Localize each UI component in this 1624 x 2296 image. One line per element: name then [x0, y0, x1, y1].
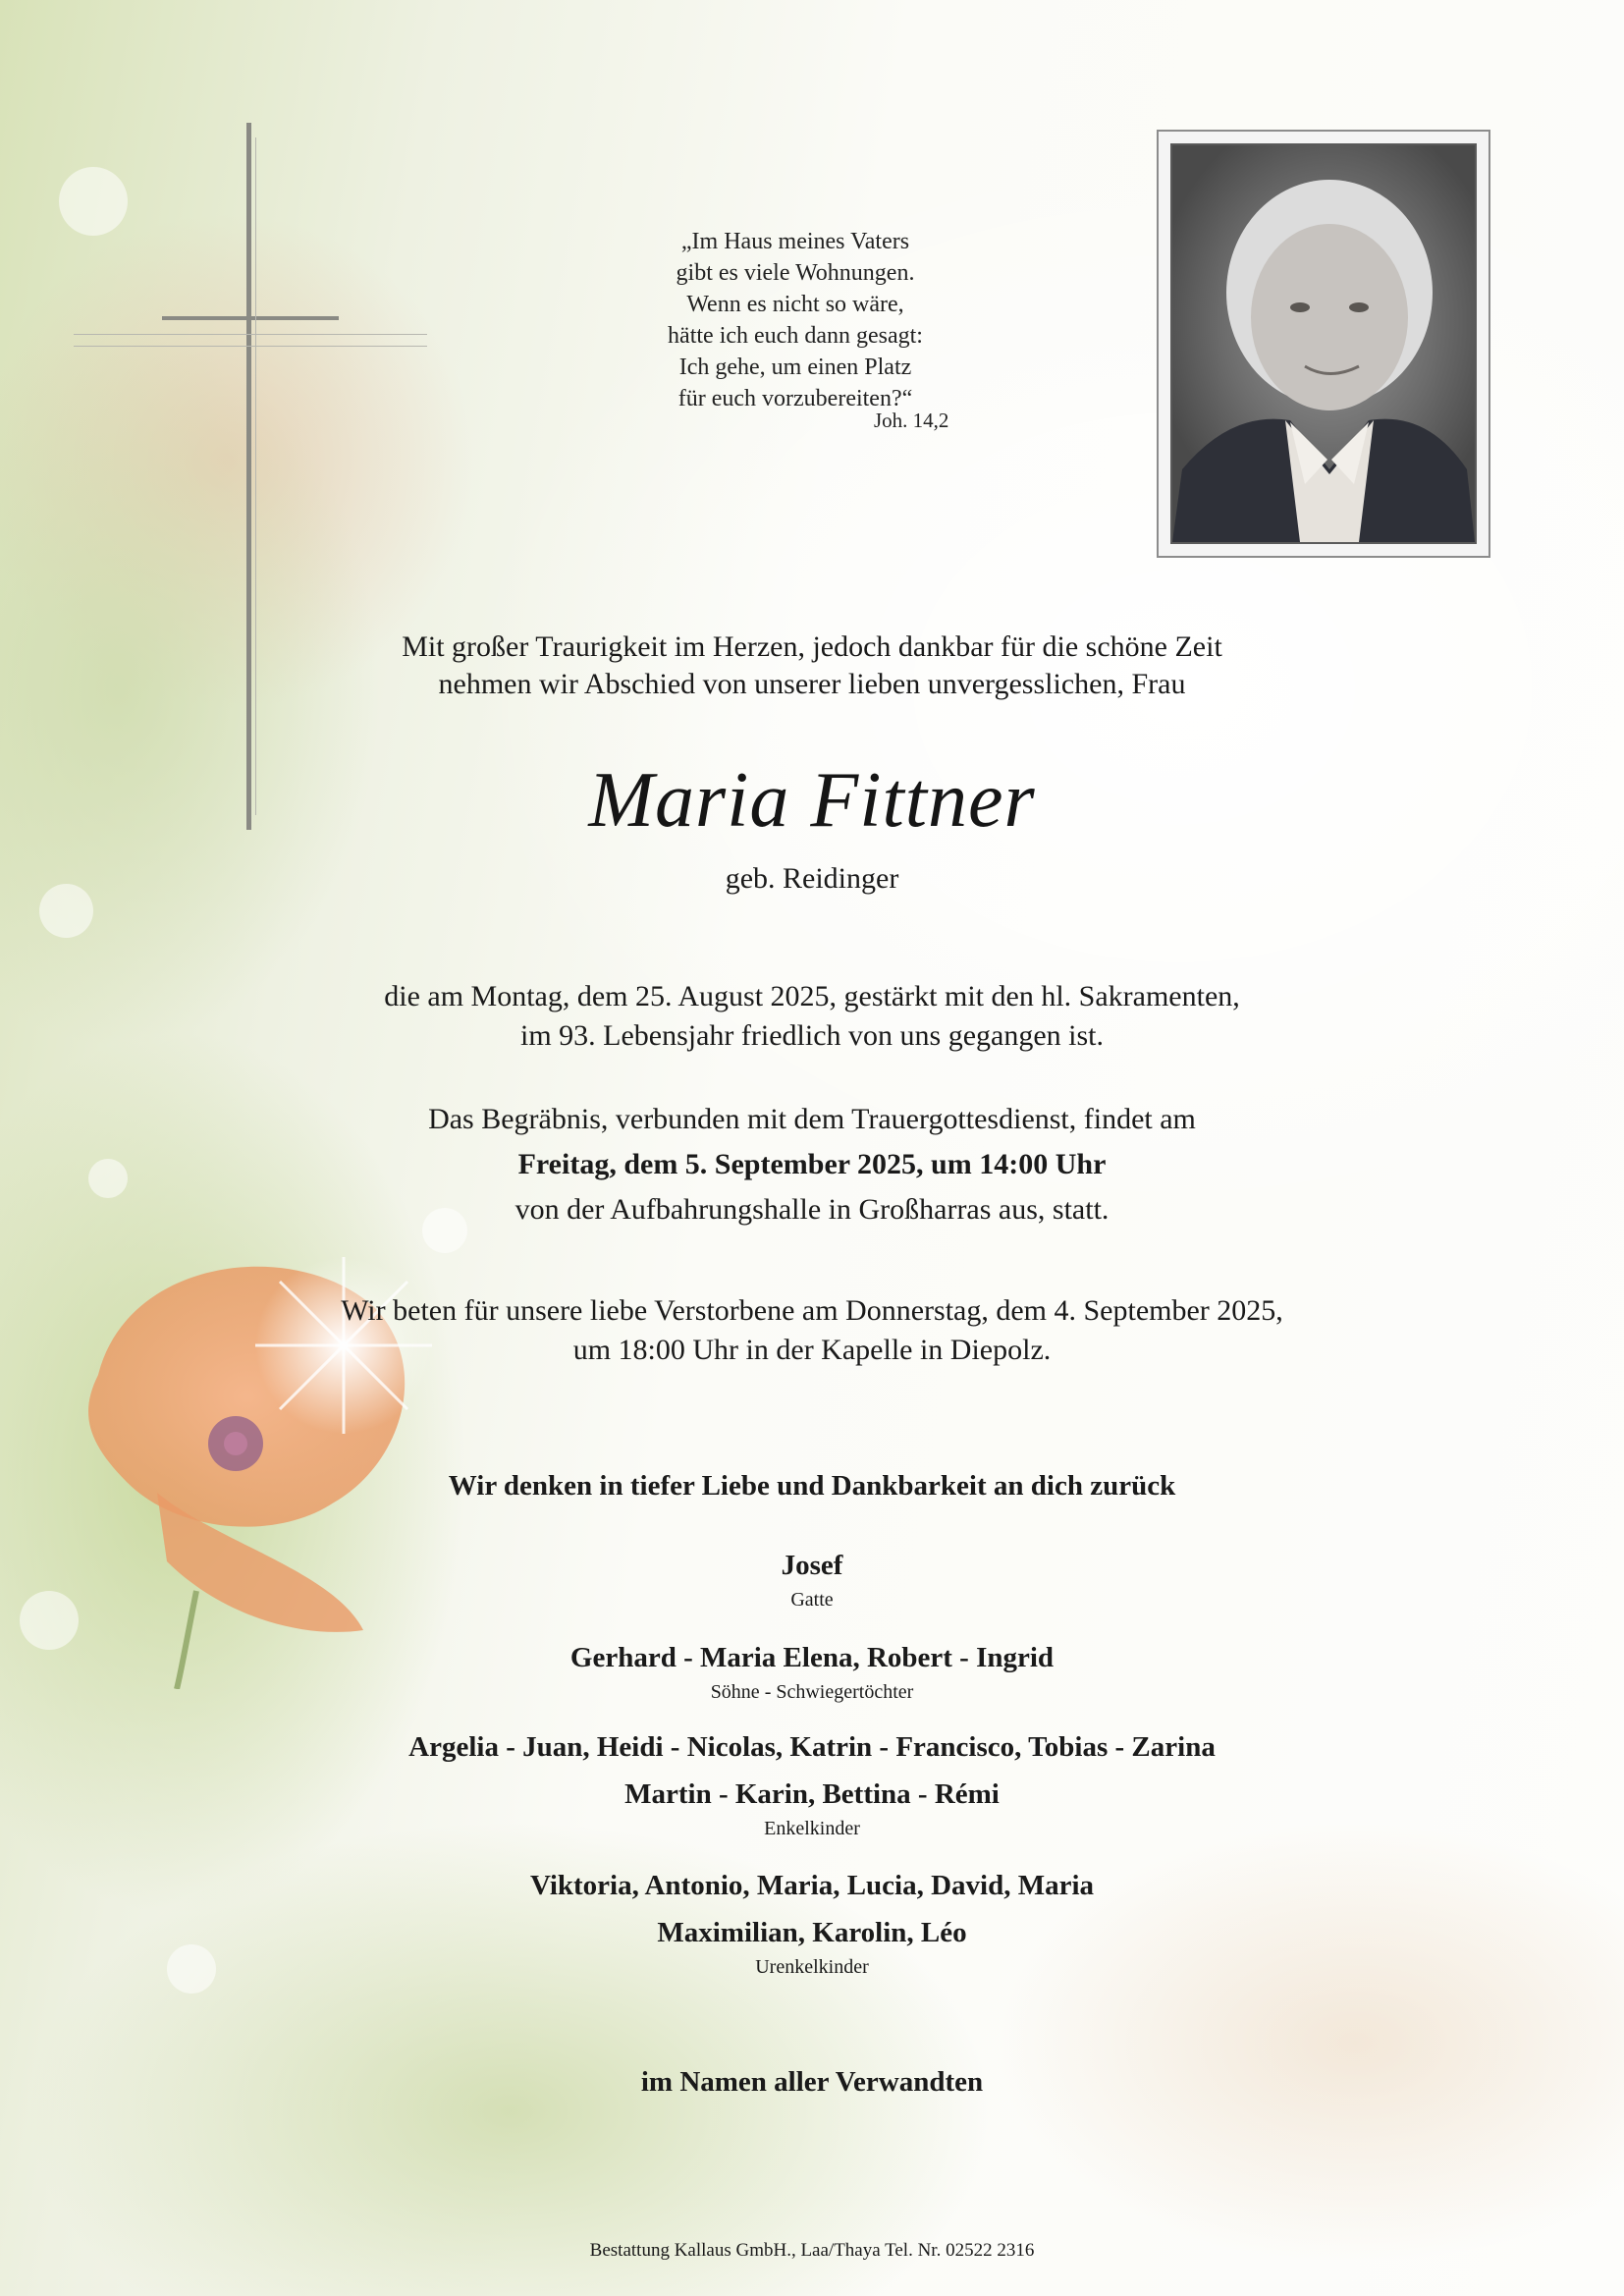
deceased-name: Maria Fittner: [588, 757, 1036, 844]
family-group-great-grandchildren: [0, 1862, 1624, 1978]
family-role: Gatte: [790, 1589, 834, 1611]
funeral-date: Freitag, dem 5. September 2025, um 14:00 Uhr: [517, 1148, 1107, 1180]
funeral-home-footer: Bestattung Kallaus GmbH., Laa/Thaya Tel. Nr. 02522 2316: [589, 2240, 1035, 2261]
family-names: Viktoria, Antonio, Maria, Lucia, David, Maria: [529, 1870, 1095, 1901]
portrait-photo-frame: [1157, 130, 1490, 558]
intro-text: [0, 629, 1624, 703]
family-names: Josef: [781, 1550, 843, 1581]
poppy-flower: [39, 1218, 530, 1689]
closing-line: im Namen aller Verwandten: [640, 2066, 984, 2098]
prayer-line: um 18:00 Uhr in der Kapelle in Diepolz.: [572, 1334, 1052, 1366]
family-names: Maximilian, Karolin, Léo: [657, 1917, 967, 1948]
bokeh-light: [59, 167, 128, 236]
family-group-spouse: [0, 1542, 1624, 1611]
family-role: Söhne - Schwiegertöchter: [710, 1681, 914, 1703]
death-notice: [0, 977, 1624, 1056]
birth-name: geb. Reidinger: [725, 862, 899, 895]
death-notice-line: im 93. Lebensjahr friedlich von uns gegangen ist.: [519, 1019, 1105, 1052]
portrait-image: [1172, 145, 1475, 542]
quote-line: für euch vorzubereiten?“: [677, 386, 913, 411]
family-names: Gerhard - Maria Elena, Robert - Ingrid: [569, 1642, 1055, 1673]
quote-line: Wenn es nicht so wäre,: [686, 292, 904, 317]
portrait-photo: [1170, 143, 1477, 544]
remembrance-line: Wir denken in tiefer Liebe und Dankbarkeit an dich zurück: [448, 1470, 1176, 1502]
prayer-info: [0, 1291, 1624, 1370]
family-names: Martin - Karin, Bettina - Rémi: [624, 1778, 1000, 1810]
intro-line: Mit großer Traurigkeit im Herzen, jedoch dankbar für die schöne Zeit: [402, 630, 1222, 663]
funeral-line: Das Begräbnis, verbunden mit dem Trauergottesdienst, findet am: [428, 1103, 1196, 1135]
quote-reference: Joh. 14,2: [874, 409, 949, 432]
funeral-line: von der Aufbahrungshalle in Großharras aus, statt.: [514, 1193, 1110, 1226]
family-role: Enkelkinder: [764, 1818, 860, 1839]
quote-line: gibt es viele Wohnungen.: [676, 260, 915, 286]
intro-line: nehmen wir Abschied von unserer lieben unvergesslichen, Frau: [438, 668, 1186, 700]
family-group-grandchildren: [0, 1723, 1624, 1839]
family-group-children: [0, 1634, 1624, 1703]
family-names: Argelia - Juan, Heidi - Nicolas, Katrin - Francisco, Tobias - Zarina: [408, 1731, 1216, 1763]
family-role: Urenkelkinder: [755, 1956, 869, 1978]
quote-line: „Im Haus meines Vaters: [680, 229, 910, 254]
bible-quote: [550, 226, 1041, 414]
quote-line: hätte ich euch dann gesagt:: [668, 323, 923, 349]
funeral-info: [0, 1097, 1624, 1232]
prayer-line: Wir beten für unsere liebe Verstorbene am Donnerstag, dem 4. September 2025,: [341, 1294, 1283, 1327]
quote-line: Ich gehe, um einen Platz: [678, 355, 912, 380]
death-notice-line: die am Montag, dem 25. August 2025, gestärkt mit den hl. Sakramenten,: [384, 980, 1240, 1012]
